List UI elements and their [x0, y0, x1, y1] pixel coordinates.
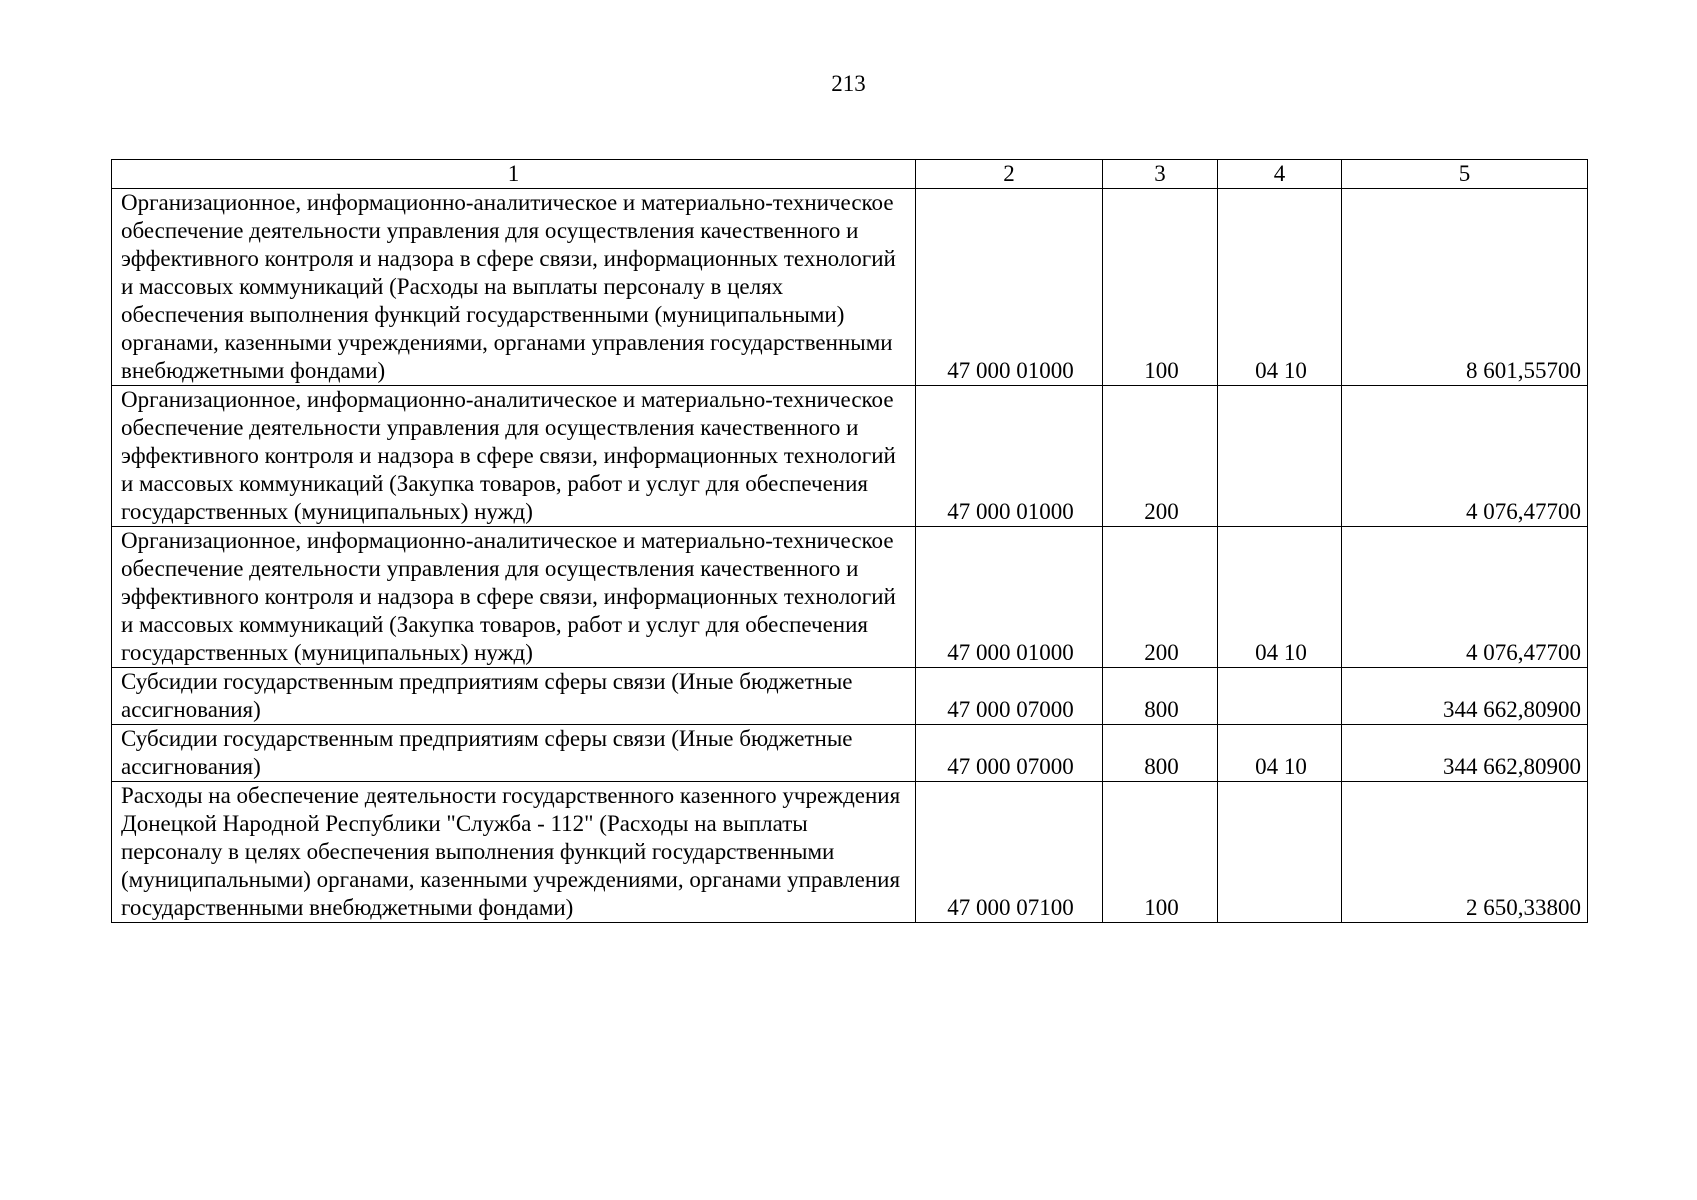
section-cell: 04 10 — [1218, 527, 1342, 668]
column-header-2: 2 — [916, 160, 1103, 189]
table-row — [112, 725, 1588, 782]
expense-name-cell: Организационное, информационно-аналитическое и материально-техническое обеспечение деятельности управления для осуществления качественного и эффективного контроля и надзора в сфере связи, информационных технологий и массовых коммуникаций (Закупка товаров, работ и услуг для обеспечения государственных (муниципальных) нужд) — [112, 527, 916, 668]
table-row — [112, 782, 1588, 923]
amount-cell: 344 662,80900 — [1342, 668, 1588, 725]
column-header-5: 5 — [1342, 160, 1588, 189]
section-cell: 04 10 — [1218, 189, 1342, 386]
expense-type-cell: 100 — [1103, 189, 1218, 386]
expense-type-cell: 200 — [1103, 386, 1218, 527]
amount-cell: 344 662,80900 — [1342, 725, 1588, 782]
header-row — [112, 160, 1588, 189]
amount-cell: 2 650,33800 — [1342, 782, 1588, 923]
expense-type-cell: 100 — [1103, 782, 1218, 923]
section-cell — [1218, 668, 1342, 725]
table-row — [112, 668, 1588, 725]
expense-type-cell: 800 — [1103, 668, 1218, 725]
column-header-3: 3 — [1103, 160, 1218, 189]
section-cell: 04 10 — [1218, 725, 1342, 782]
expense-type-cell: 200 — [1103, 527, 1218, 668]
expense-name-cell: Субсидии государственным предприятиям сферы связи (Иные бюджетные ассигнования) — [112, 668, 916, 725]
target-code-cell: 47 000 07000 — [916, 725, 1103, 782]
target-code-cell: 47 000 01000 — [916, 386, 1103, 527]
column-header-4: 4 — [1218, 160, 1342, 189]
column-header-1: 1 — [112, 160, 916, 189]
section-cell — [1218, 386, 1342, 527]
table-row — [112, 386, 1588, 527]
table-row — [112, 527, 1588, 668]
table-row — [112, 189, 1588, 386]
expense-name-cell: Расходы на обеспечение деятельности государственного казенного учреждения Донецкой Народной Республики "Служба - 112" (Расходы на выплаты персоналу в целях обеспечения выполнения функций государственными (муниципальными) органами, казенными учреждениями, органами управления государственными внебюджетными фондами) — [112, 782, 916, 923]
target-code-cell: 47 000 01000 — [916, 189, 1103, 386]
target-code-cell: 47 000 07000 — [916, 668, 1103, 725]
page-number: 213 — [831, 71, 866, 96]
section-cell — [1218, 782, 1342, 923]
expense-type-cell: 800 — [1103, 725, 1218, 782]
target-code-cell: 47 000 07100 — [916, 782, 1103, 923]
budget-table — [111, 159, 1588, 923]
amount-cell: 8 601,55700 — [1342, 189, 1588, 386]
expense-name-cell: Субсидии государственным предприятиям сферы связи (Иные бюджетные ассигнования) — [112, 725, 916, 782]
expense-name-cell: Организационное, информационно-аналитическое и материально-техническое обеспечение деятельности управления для осуществления качественного и эффективного контроля и надзора в сфере связи, информационных технологий и массовых коммуникаций (Закупка товаров, работ и услуг для обеспечения государственных (муниципальных) нужд) — [112, 386, 916, 527]
amount-cell: 4 076,47700 — [1342, 386, 1588, 527]
amount-cell: 4 076,47700 — [1342, 527, 1588, 668]
target-code-cell: 47 000 01000 — [916, 527, 1103, 668]
expense-name-cell: Организационное, информационно-аналитическое и материально-техническое обеспечение деятельности управления для осуществления качественного и эффективного контроля и надзора в сфере связи, информационных технологий и массовых коммуникаций (Расходы на выплаты персоналу в целях обеспечения выполнения функций государственными (муниципальными) органами, казенными учреждениями, органами управления государственными внебюджетными фондами) — [112, 189, 916, 386]
